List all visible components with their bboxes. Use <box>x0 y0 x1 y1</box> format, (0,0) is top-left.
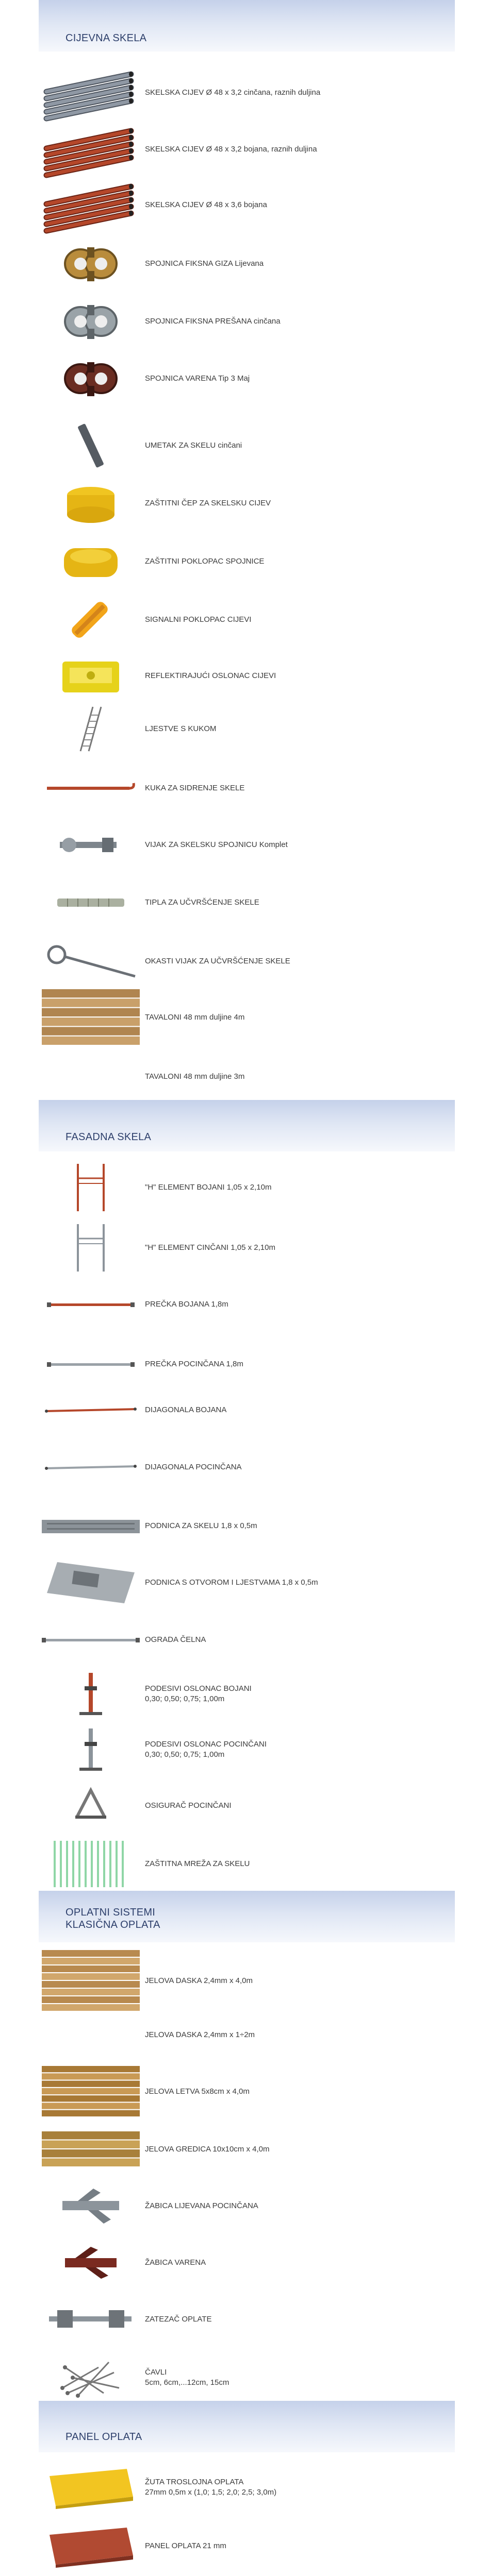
product-label: SPOJNICA FIKSNA GIZA Lijevana <box>145 259 264 268</box>
product-label: OSIGURAČ POCINČANI <box>145 1801 232 1810</box>
galvanized-pipes-icon <box>42 71 140 114</box>
ladder-icon <box>42 706 140 752</box>
section-title: FASADNA SKELA <box>65 1131 152 1143</box>
end-guardrail-icon <box>42 1635 140 1645</box>
yellow-cap-icon <box>42 482 140 525</box>
product-label: JELOVA DASKA 2,4mm x 4,0m <box>145 1976 253 1985</box>
product-label: ČAVLI 5cm, 6cm,...12cm, 15cm <box>145 2368 229 2387</box>
product-label: ZAŠTITNI POKLOPAC SPOJNICE <box>145 557 265 566</box>
product-label: TAVALONI 48 mm duljine 3m <box>145 1072 245 1081</box>
product-label: VIJAK ZA SKELSKU SPOJNICU Komplet <box>145 840 288 849</box>
product-label: JELOVA GREDICA 10x10cm x 4,0m <box>145 2145 270 2154</box>
product-label: JELOVA DASKA 2,4mm x 1÷2m <box>145 2030 255 2039</box>
product-label: PODESIVI OSLONAC POCINČANI 0,30; 0,50; 0,75; 1,00m <box>145 1740 267 1759</box>
product-label: PODNICA ZA SKELU 1,8 x 0,5m <box>145 1521 257 1530</box>
product-label: REFLEKTIRAJUĆI OSLONAC CIJEVI <box>145 671 276 680</box>
hatch-deck-icon <box>42 1557 140 1608</box>
coupler-bolt-icon <box>42 831 140 859</box>
product-label: DIJAGONALA POCINČANA <box>145 1463 242 1471</box>
cast-coupler-icon <box>42 243 140 284</box>
product-label: TAVALONI 48 mm duljine 4m <box>145 1013 245 1022</box>
eye-bolt-icon <box>42 943 140 979</box>
product-label: ZAŠTITNA MREŽA ZA SKELU <box>145 1859 250 1868</box>
section-header <box>39 1891 455 1942</box>
product-label: ŽUTA TROSLOJNA OPLATA 27mm 0,5m x (1,0; 1,5; 2,0; 2,5; 3,0m) <box>145 2478 277 2497</box>
section-header <box>39 1100 455 1151</box>
yellow-signal-cover-icon <box>42 598 140 641</box>
product-label: KUKA ZA SIDRENJE SKELE <box>145 784 245 792</box>
product-label: PANEL OPLATA 21 mm <box>145 2541 226 2550</box>
plywood-panel-icon <box>42 2524 140 2568</box>
product-label: DIJAGONALA BOJANA <box>145 1405 227 1414</box>
nails-icon <box>42 2357 140 2398</box>
fir-beams-icon <box>42 2131 140 2167</box>
product-label: "H" ELEMENT CINČANI 1,05 x 2,10m <box>145 1243 275 1252</box>
welded-clamp-icon <box>42 2245 140 2281</box>
yellow-panel-icon <box>42 2466 140 2509</box>
section-title: CIJEVNA SKELA <box>65 32 147 44</box>
ledger-red-icon <box>42 1299 140 1310</box>
catalog-section <box>39 1891 455 2401</box>
product-label: SKELSKA CIJEV Ø 48 x 3,6 bojana <box>145 200 267 209</box>
deck-plank-icon <box>42 1516 140 1536</box>
product-label: PODNICA S OTVOROM I LJESTVAMA 1,8 x 0,5m <box>145 1578 318 1587</box>
catalog-section <box>39 0 455 1100</box>
product-label: ZAŠTITNI ČEP ZA SKELSKU CIJEV <box>145 499 271 507</box>
product-label: PREČKA BOJANA 1,8m <box>145 1300 228 1309</box>
product-label: SKELSKA CIJEV Ø 48 x 3,2 cinčana, raznih duljina <box>145 88 321 97</box>
yellow-coupler-cover-icon <box>42 541 140 582</box>
safety-clip-icon <box>42 1785 140 1826</box>
product-label: JELOVA LETVA 5x8cm x 4,0m <box>145 2087 250 2096</box>
painted-pipes-icon <box>42 183 140 227</box>
product-label: SIGNALNI POKLOPAC CIJEVI <box>145 615 252 624</box>
section-title: OPLATNI SISTEMI KLASIČNA OPLATA <box>65 1907 160 1930</box>
safety-net-icon <box>42 1841 140 1887</box>
h-frame-grey-icon <box>42 1223 140 1273</box>
base-jack-red-icon <box>42 1671 140 1717</box>
product-label: TIPLA ZA UČVRŠĆENJE SKELE <box>145 898 259 907</box>
product-label: ZATEZAČ OPLATE <box>145 2315 212 2324</box>
section-header <box>39 2401 455 2452</box>
h-frame-red-icon <box>42 1163 140 1212</box>
welded-coupler-icon <box>42 361 140 397</box>
catalog-column <box>39 0 455 2576</box>
yellow-reflective-support-icon <box>42 654 140 698</box>
diagonal-grey-icon <box>42 1463 140 1471</box>
product-label: SKELSKA CIJEV Ø 48 x 3,2 bojana, raznih duljina <box>145 145 317 154</box>
product-label: LJESTVE S KUKOM <box>145 724 217 733</box>
timber-boards-icon <box>42 989 140 1046</box>
product-label: OKASTI VIJAK ZA UČVRŠĆENJE SKELE <box>145 957 290 965</box>
formwork-tensioner-icon <box>42 2304 140 2335</box>
ledger-grey-icon <box>42 1359 140 1369</box>
spigot-insert-icon <box>42 421 140 470</box>
product-label: PODESIVI OSLONAC BOJANI 0,30; 0,50; 0,75; 1,00m <box>145 1684 252 1703</box>
cast-clamp-icon <box>42 2185 140 2227</box>
fir-battens-icon <box>42 2066 140 2117</box>
product-label: "H" ELEMENT BOJANI 1,05 x 2,10m <box>145 1183 272 1192</box>
wall-plug-icon <box>42 895 140 910</box>
product-label: PREČKA POCINČANA 1,8m <box>145 1360 243 1368</box>
catalog-section <box>39 2401 455 2576</box>
section-header <box>39 0 455 52</box>
pressed-coupler-icon <box>42 300 140 343</box>
product-label: ŽABICA VARENA <box>145 2258 206 2267</box>
section-title: PANEL OPLATA <box>65 2431 142 2443</box>
product-label: OGRADA ČELNA <box>145 1635 206 1644</box>
painted-pipes-icon <box>42 128 140 171</box>
catalog-section <box>39 1100 455 1891</box>
product-label: SPOJNICA VARENA Tip 3 Maj <box>145 374 250 383</box>
product-label: ŽABICA LIJEVANA POCINČANA <box>145 2201 258 2210</box>
fir-boards-icon <box>42 1950 140 2012</box>
diagonal-red-icon <box>42 1406 140 1414</box>
product-label: SPOJNICA FIKSNA PREŠANA cinčana <box>145 317 281 326</box>
product-label: UMETAK ZA SKELU cinčani <box>145 441 242 450</box>
anchor-hook-icon <box>42 781 140 796</box>
base-jack-grey-icon <box>42 1726 140 1773</box>
